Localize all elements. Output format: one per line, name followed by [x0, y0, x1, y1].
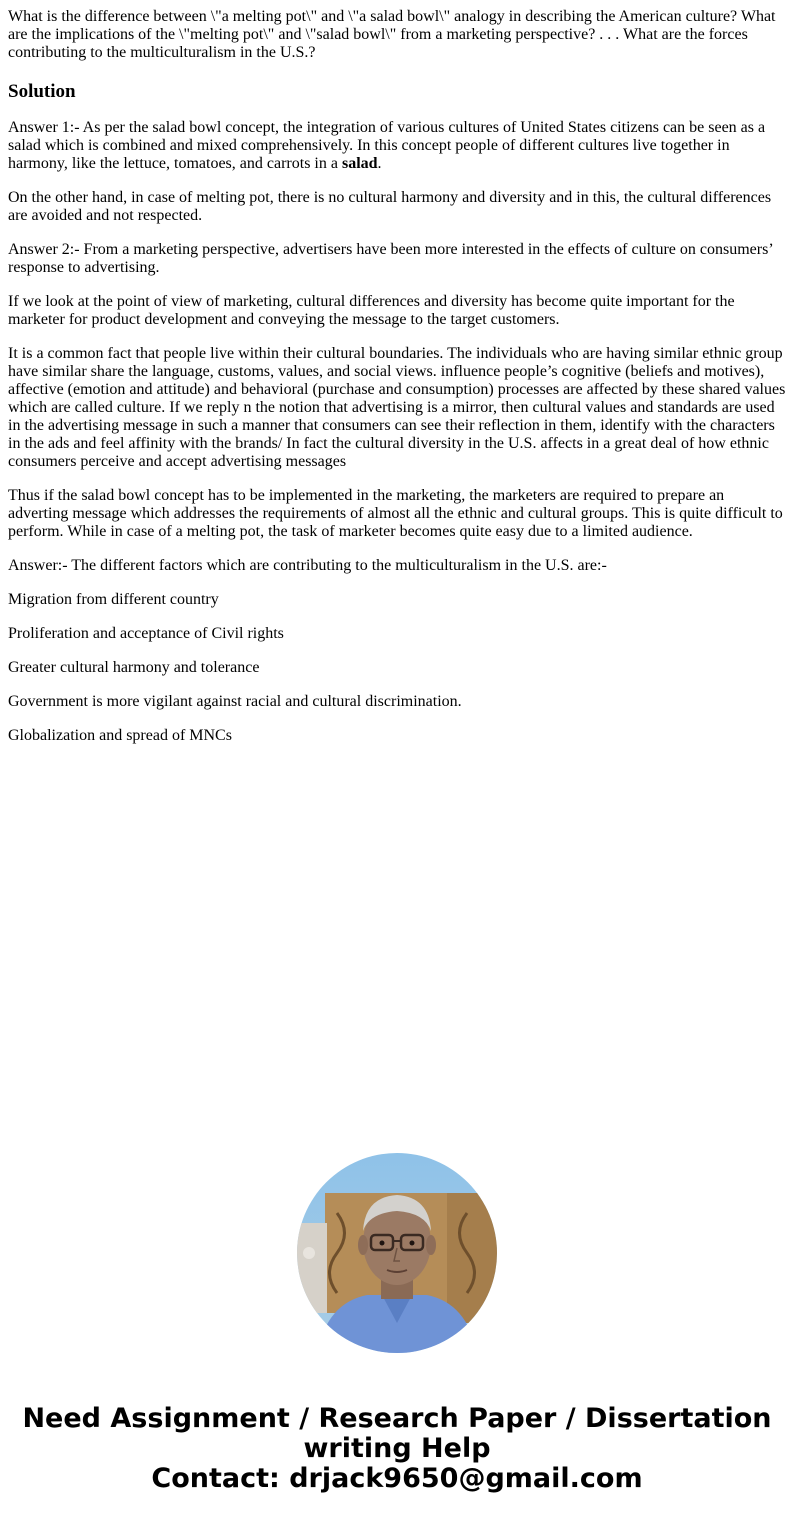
answer-1-text: Answer 1:- As per the salad bowl concept, the integration of various cultures of United States citizens can be seen as a salad which is combined and mixed comprehensively. In this concept people of different cultures live together in harmony, like the lettuce, tomatoes, and carrots in a — [8, 119, 766, 172]
paragraph-marketing-view: If we look at the point of view of marketing, cultural differences and diversity has become quite important for the marketer for product development and conveying the message to the target customers. — [8, 293, 735, 328]
promo-banner — [0, 1404, 794, 1494]
document-body — [8, 8, 786, 761]
promo-contact[interactable]: Contact: drjack9650@gmail.com — [151, 1463, 643, 1494]
promo-line-1: Need Assignment / Research Paper / Dissertation — [22, 1403, 772, 1434]
author-portrait-illustration — [297, 1153, 497, 1353]
answer-1-paragraph — [8, 119, 786, 173]
author-avatar — [297, 1153, 497, 1353]
factor-item: Globalization and spread of MNCs — [8, 727, 232, 744]
factor-item: Government is more vigilant against racial and cultural discrimination. — [8, 693, 462, 710]
factor-item: Greater cultural harmony and tolerance — [8, 659, 260, 676]
question-text: What is the difference between \"a melting pot\" and \"a salad bowl\" analogy in describing the American culture? What are the implications of the \"melting pot\" and \"salad bowl\" from a marketing perspective? . . . What are the forces contributing to the multiculturalism in the U.S.? — [8, 8, 776, 61]
answer-1-text-end: . — [377, 155, 382, 172]
solution-heading: Solution — [8, 81, 76, 102]
paragraph-answer-3: Answer:- The different factors which are contributing to the multiculturalism in the U.S. are:- — [8, 557, 607, 574]
paragraph-answer-2: Answer 2:- From a marketing perspective, advertisers have been more interested in the effects of culture on consumers’ response to advertising. — [8, 241, 773, 276]
paragraph-salad-bowl-marketing: Thus if the salad bowl concept has to be implemented in the marketing, the marketers are required to prepare an adverting message which addresses the requirements of almost all the ethnic and cultural groups. This is quite difficult to perform. While in case of a melting pot, the task of marketer becomes quite easy due to a limited audience. — [8, 487, 783, 540]
answer-1-bold-word: salad — [341, 155, 378, 172]
promo-line-2: writing Help — [303, 1433, 491, 1464]
factor-item: Proliferation and acceptance of Civil rights — [8, 625, 284, 642]
paragraph-cultural-boundaries: It is a common fact that people live within their cultural boundaries. The individuals who are having similar ethnic group have similar share the language, customs, values, and social views. influence people’s cognitive (beliefs and motives), affective (emotion and attitude) and behavioral (purchase and consumption) processes are affected by these shared values which are called culture. If we reply n the notion that advertising is a mirror, then cultural values and standards are used in the advertising message in such a manner that consumers can see their reflection in them, identify with the characters in the ads and feel affinity with the brands/ In fact the cultural diversity in the U.S. affects in a great deal of how ethnic consumers perceive and accept advertising messages — [8, 345, 786, 470]
factor-item: Migration from different country — [8, 591, 219, 608]
paragraph-melting-pot: On the other hand, in case of melting pot, there is no cultural harmony and diversity and in this, the cultural differences are avoided and not respected. — [8, 189, 772, 224]
